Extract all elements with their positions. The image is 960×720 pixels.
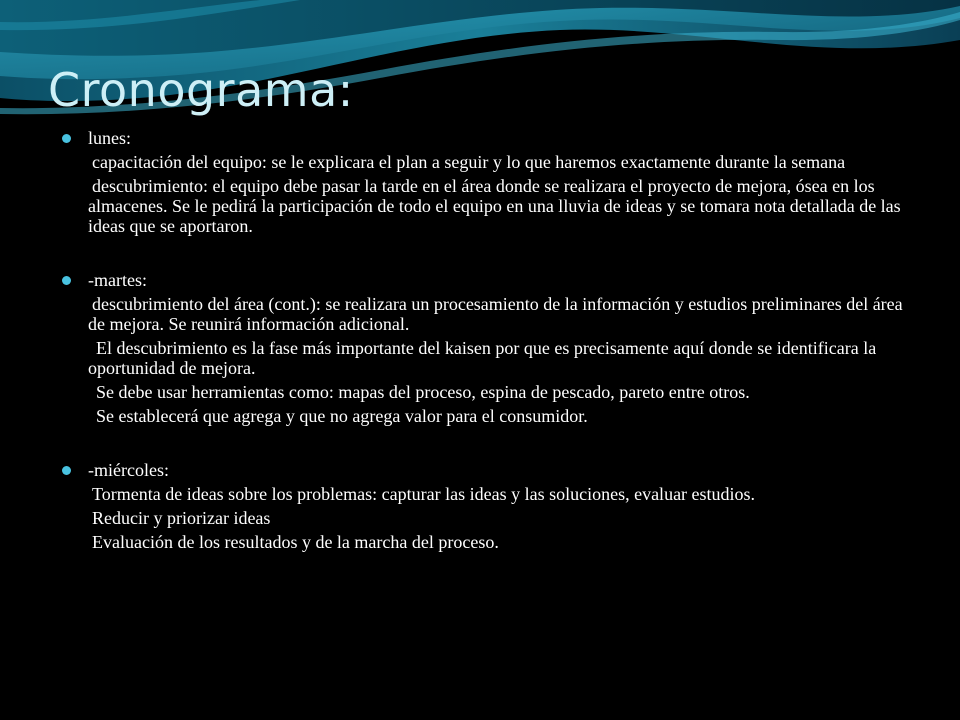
slide-title: Cronograma: bbox=[48, 63, 354, 117]
section-martes-paragraph: Se establecerá que agrega y que no agrega valor para el consumidor. bbox=[96, 406, 588, 426]
section-martes-paragraph: El descubrimiento es la fase más importante del kaisen por que es precisamente aquí donde se identificara la oportunidad de mejora. bbox=[88, 338, 877, 378]
section-martes-paragraph: Se debe usar herramientas como: mapas del proceso, espina de pescado, pareto entre otros. bbox=[96, 382, 750, 402]
bullet-dot-icon bbox=[62, 134, 71, 143]
section-miercoles-paragraph: Tormenta de ideas sobre los problemas: capturar las ideas y las soluciones, evaluar estudios. bbox=[92, 484, 756, 504]
section-martes-heading: -martes: bbox=[62, 270, 912, 290]
section-spacer bbox=[62, 236, 912, 262]
section-lunes-paragraph: descubrimiento: el equipo debe pasar la tarde en el área donde se realizara el proyecto de mejora, ósea en los almacenes. Se le pedirá la participación de todo el equipo en una lluvia de ideas y se tomara nota detallada de las ideas que se aportaron. bbox=[88, 176, 901, 236]
section-miercoles-paragraph: Reducir y priorizar ideas bbox=[92, 508, 271, 528]
section-lunes-heading: lunes: bbox=[62, 128, 912, 148]
section-martes-paragraph: descubrimiento del área (cont.): se realizara un procesamiento de la información y estudios preliminares del área de mejora. Se reunirá información adicional. bbox=[88, 294, 903, 334]
bullet-dot-icon bbox=[62, 276, 71, 285]
section-lunes-paragraph: capacitación del equipo: se le explicara el plan a seguir y lo que haremos exactamente durante la semana bbox=[92, 152, 846, 172]
section-miercoles-paragraph: Evaluación de los resultados y de la marcha del proceso. bbox=[92, 532, 499, 552]
slide-content bbox=[62, 120, 912, 552]
section-spacer bbox=[62, 426, 912, 452]
section-miercoles-heading: -miércoles: bbox=[62, 460, 912, 480]
bullet-dot-icon bbox=[62, 466, 71, 475]
